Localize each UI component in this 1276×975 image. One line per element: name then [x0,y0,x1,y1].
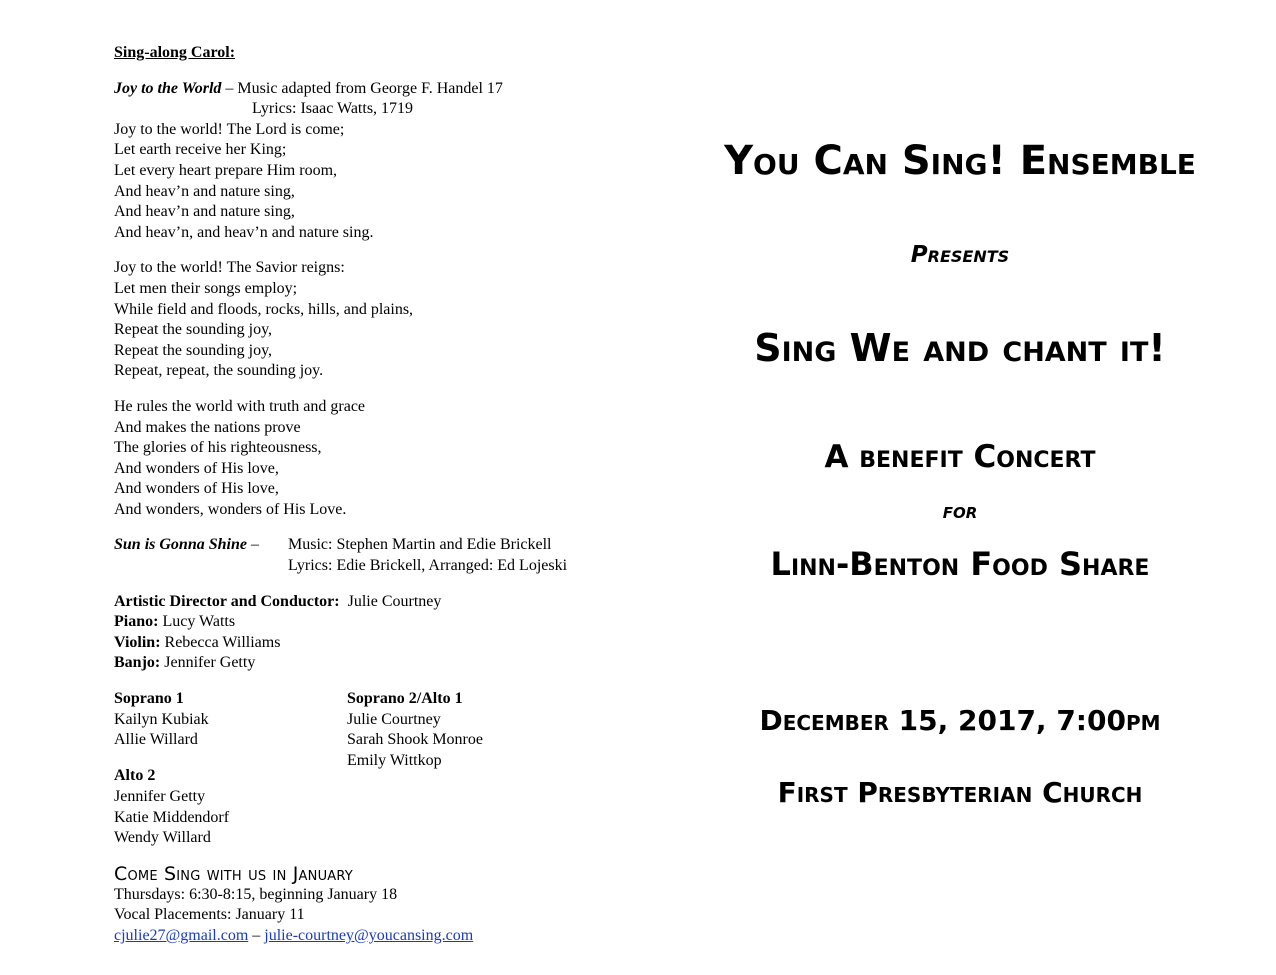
lyric-line: He rules the world with truth and grace [114,397,366,415]
rehearsal-info: Thursdays: 6:30-8:15, beginning January 18 [114,885,398,903]
stanza-3 [114,397,654,521]
song-credit-joy [114,79,654,120]
soprano-2-section [347,689,483,771]
alto-2-section [114,766,654,848]
lyric-line: Repeat the sounding joy, [114,321,273,339]
song-credit-sun [114,535,654,576]
credit-label: Artistic Director and Conductor: [114,592,340,610]
email-separator: – [248,926,265,944]
voice-sections [114,689,654,771]
lyric-line: And heav’n and nature sing, [114,182,295,200]
credits [114,592,654,674]
benefit-label: A benefit Concert [824,439,1096,475]
concert-datetime: December 15, 2017, 7:00pm [759,704,1161,737]
join-section [114,863,654,947]
song-music-credit: Music adapted from George F. Handel 17 [237,79,503,97]
lyric-line: Let earth receive her King; [114,141,287,159]
lyric-line: Let every heart prepare Him room, [114,161,338,179]
concert-venue: First Presbyterian Church [777,776,1143,809]
voice-label: Alto 2 [114,767,156,785]
song-title: Sun is Gonna Shine [114,536,247,554]
credit-name: Rebecca Williams [164,633,281,651]
singer-name: Julie Courtney [347,710,441,728]
beneficiary-name: Linn-Benton Food Share [770,545,1150,583]
song-music-credit: Music: Stephen Martin and Edie Brickell [288,536,552,554]
soprano-1-section [114,689,347,771]
email-link-gmail[interactable]: cjulie27@gmail.com [114,926,249,944]
credit-label: Violin: [114,633,161,651]
lyric-line: And wonders, wonders of His Love. [114,500,347,518]
stanza-1 [114,120,654,244]
stanza-2 [114,258,654,382]
song-lyrics-credit: Lyrics: Isaac Watts, 1719 [252,100,414,118]
presents-label: Presents [910,242,1010,268]
lyric-line: And wonders of His love, [114,480,279,498]
singer-name: Kailyn Kubiak [114,710,209,728]
voice-label: Soprano 1 [114,690,184,708]
credit-label: Banjo: [114,654,161,672]
lyric-line: The glories of his righteousness, [114,439,322,457]
concert-title: Sing We and chant it! [754,326,1166,370]
singer-name: Katie Middendorf [114,808,230,826]
singer-name: Wendy Willard [114,829,211,847]
lyric-line: And heav’n and nature sing, [114,203,295,221]
song-dash: – [246,536,259,554]
lyric-line: And wonders of His love, [114,459,279,477]
song-dash: – [221,79,238,97]
lyric-line: While field and floods, rocks, hills, and plains, [114,300,414,318]
lyric-line: And heav’n, and heav’n and nature sing. [114,223,374,241]
credit-name: Jennifer Getty [164,654,256,672]
singer-name: Emily Wittkop [347,751,442,769]
section-heading: Sing-along Carol: [114,44,236,61]
singer-name: Jennifer Getty [114,788,206,805]
singer-name: Allie Willard [114,731,198,749]
song-lyrics-credit: Lyrics: Edie Brickell, Arranged: Ed Lojeski [288,557,568,575]
lyric-line: Joy to the world! The Lord is come; [114,120,345,138]
credit-name: Lucy Watts [162,613,236,631]
voice-label: Soprano 2/Alto 1 [347,690,463,708]
singer-name: Sarah Shook Monroe [347,731,483,749]
lyric-line: Joy to the world! The Savior reigns: [114,259,345,277]
join-heading: Come Sing with us in January [114,862,353,885]
lyric-line: And makes the nations prove [114,418,301,436]
placement-info: Vocal Placements: January 11 [114,906,305,924]
lyric-line: Repeat the sounding joy, [114,341,273,359]
ensemble-name: You Can Sing! Ensemble [724,138,1196,184]
lyric-line: Let men their songs employ; [114,279,298,297]
email-link-youcansing[interactable]: julie-courtney@youcansing.com [264,926,474,944]
for-label: for [942,499,978,524]
credit-name: Julie Courtney [347,592,442,610]
program-panel [114,43,654,947]
credit-label: Piano: [114,613,159,631]
lyric-line: Repeat, repeat, the sounding joy. [114,362,324,380]
song-title: Joy to the World [114,79,222,97]
